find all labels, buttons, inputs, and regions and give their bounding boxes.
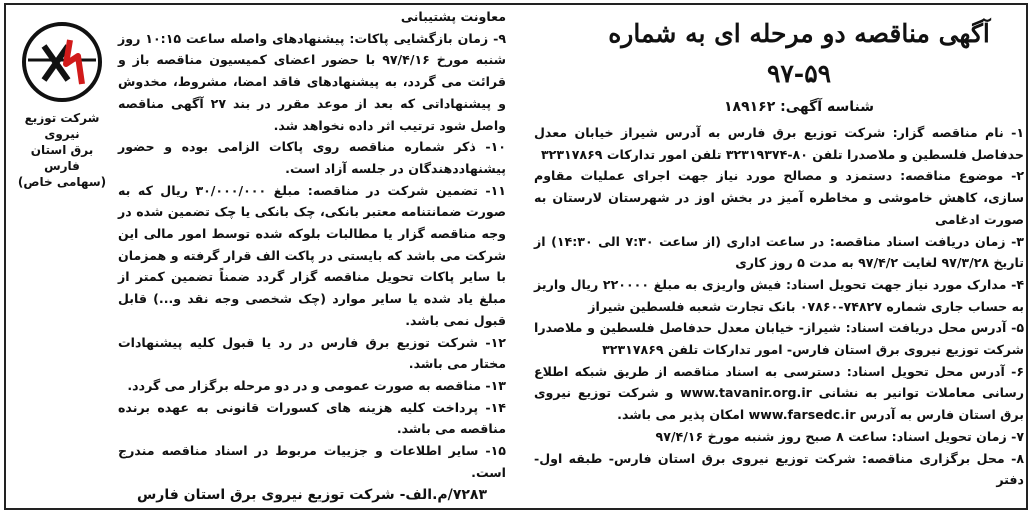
- notice-item: ۱۴- پرداخت کلیه هزینه های کسورات قانونی به عهده برنده مناقصه می باشد.: [118, 399, 506, 437]
- notice-item: ۱- نام مناقصه گزار: شرکت توزیع برق فارس به آدرس شیراز خیابان معدل حدفاصل فلسطین و ملاصدرا تلفن ۸۰-۳۲۳۱۹۳۷۴ تلفن امور تدارکات ۳۲۳۱۷۸۶۹: [534, 125, 1024, 162]
- left-column: [118, 6, 506, 507]
- notice-item: ۱۰- ذکر شماره مناقصه روی پاکات الزامی بوده و حضور پیشنهاددهندگان در جلسه آزاد است.: [118, 139, 506, 176]
- notice-title: آگهی مناقصه دو مرحله ای به شماره ۵۹-۹۷: [608, 19, 990, 88]
- department-line: معاونت پشتیبانی: [400, 9, 506, 24]
- company-name: شرکت توزیع نیروی برق استان فارس (سهامی خاص): [17, 111, 107, 189]
- notice-item: ۳- زمان دریافت اسناد مناقصه: در ساعت اداری (از ساعت ۷:۳۰ الی ۱۴:۳۰) از تاریخ ۹۷/۳/۲۸ لغایت ۹۷/۴/۲ به مدت ۵ روز کاری: [534, 233, 1024, 271]
- notice-item: ۲- موضوع مناقصه: دستمزد و مصالح مورد نیاز جهت اجرای عملیات مقاوم سازی، کاهش خاموشی و مخاطره آمیز در بخش اوز در شهرستان لارستان به صورت ادغامی: [534, 168, 1024, 227]
- notice-item: ۸- محل برگزاری مناقصه: شرکت توزیع نیروی برق استان فارس- طبقه اول- دفتر: [534, 450, 1024, 488]
- signature-line: ۷۲۸۳/م.الف- شرکت توزیع نیروی برق استان فارس: [136, 487, 487, 504]
- notice-item: ۱۱- تضمین شرکت در مناقصه: مبلغ ۳۰/۰۰۰/۰۰۰ ریال که به صورت ضمانتنامه معتبر بانکی، چک بانکی یا چک تضمین شده در وجه مناقصه گزار یا مطالبات بلوکه شده توسط امور مالی این شرکت می باشد که بایستی در پاکت الف قرار گرفته و همزمان با سایر پاکات تحویل مناقصه گزار گردد ضمناً تضمین کمتر از مبلغ یاد شده یا سایر موارد (چک شخصی وجه نقد و...) قابل قبول نمی باشد.: [118, 182, 506, 328]
- ad-identifier: شناسه آگهی: ۱۸۹۱۶۲: [724, 99, 874, 115]
- notice-item: ۶- آدرس محل تحویل اسناد: دسترسی به اسناد مناقصه از طریق شبکه اطلاع رسانی معاملات توانیر به نشانی www.tavanir.org.ir و شرکت توزیع نیروی برق استان فارس به آدرس www.farsedc.ir امکان پذیر می باشد.: [534, 363, 1024, 423]
- company-logo: [12, 20, 112, 190]
- notice-item: ۱۲- شرکت توزیع برق فارس در رد یا قبول کلیه پیشنهادات مختار می باشد.: [118, 334, 506, 372]
- right-column: [534, 6, 1024, 491]
- notice-item: ۱۵- سایر اطلاعات و جزییات مربوط در اسناد مناقصه مندرج است.: [118, 443, 506, 480]
- notice-item: ۱۳- مناقصه به صورت عمومی و در دو مرحله برگزار می گردد.: [127, 377, 506, 393]
- notice-item: ۷- زمان تحویل اسناد: ساعت ۸ صبح روز شنبه مورخ ۹۷/۴/۱۶: [655, 428, 1024, 444]
- notice-item: ۹- زمان بازگشایی پاکات: پیشنهادهای واصله ساعت ۱۰:۱۵ روز شنبه مورخ ۹۷/۴/۱۶ با حضور اعضای کمیسیون مناقصه باز و قرائت می گردد، به پیشنهادهای فاقد امضا، مشروط، مخدوش و پیشنهاداتی که بعد از موعد مقرر در بند ۲۷ آگهی مناقصه واصل شود ترتیب اثر داده نخواهد شد.: [118, 30, 507, 133]
- notice-item: ۴- مدارک مورد نیاز جهت تحویل اسناد: فیش واریزی به مبلغ ۲۲۰۰۰۰ ریال واریز به حساب جاری شماره ۷۴۸۲۷-۰۷۸۶۰ بانک تجارت شعبه فلسطین شیراز: [534, 276, 1024, 314]
- power-company-logo-icon: [20, 20, 104, 104]
- notice-item: ۵- آدرس محل دریافت اسناد: شیراز- خیابان معدل حدفاصل فلسطین و ملاصدرا شرکت توزیع نیروی برق استان فارس- امور تدارکات تلفن ۳۲۳۱۷۸۶۹: [534, 320, 1024, 358]
